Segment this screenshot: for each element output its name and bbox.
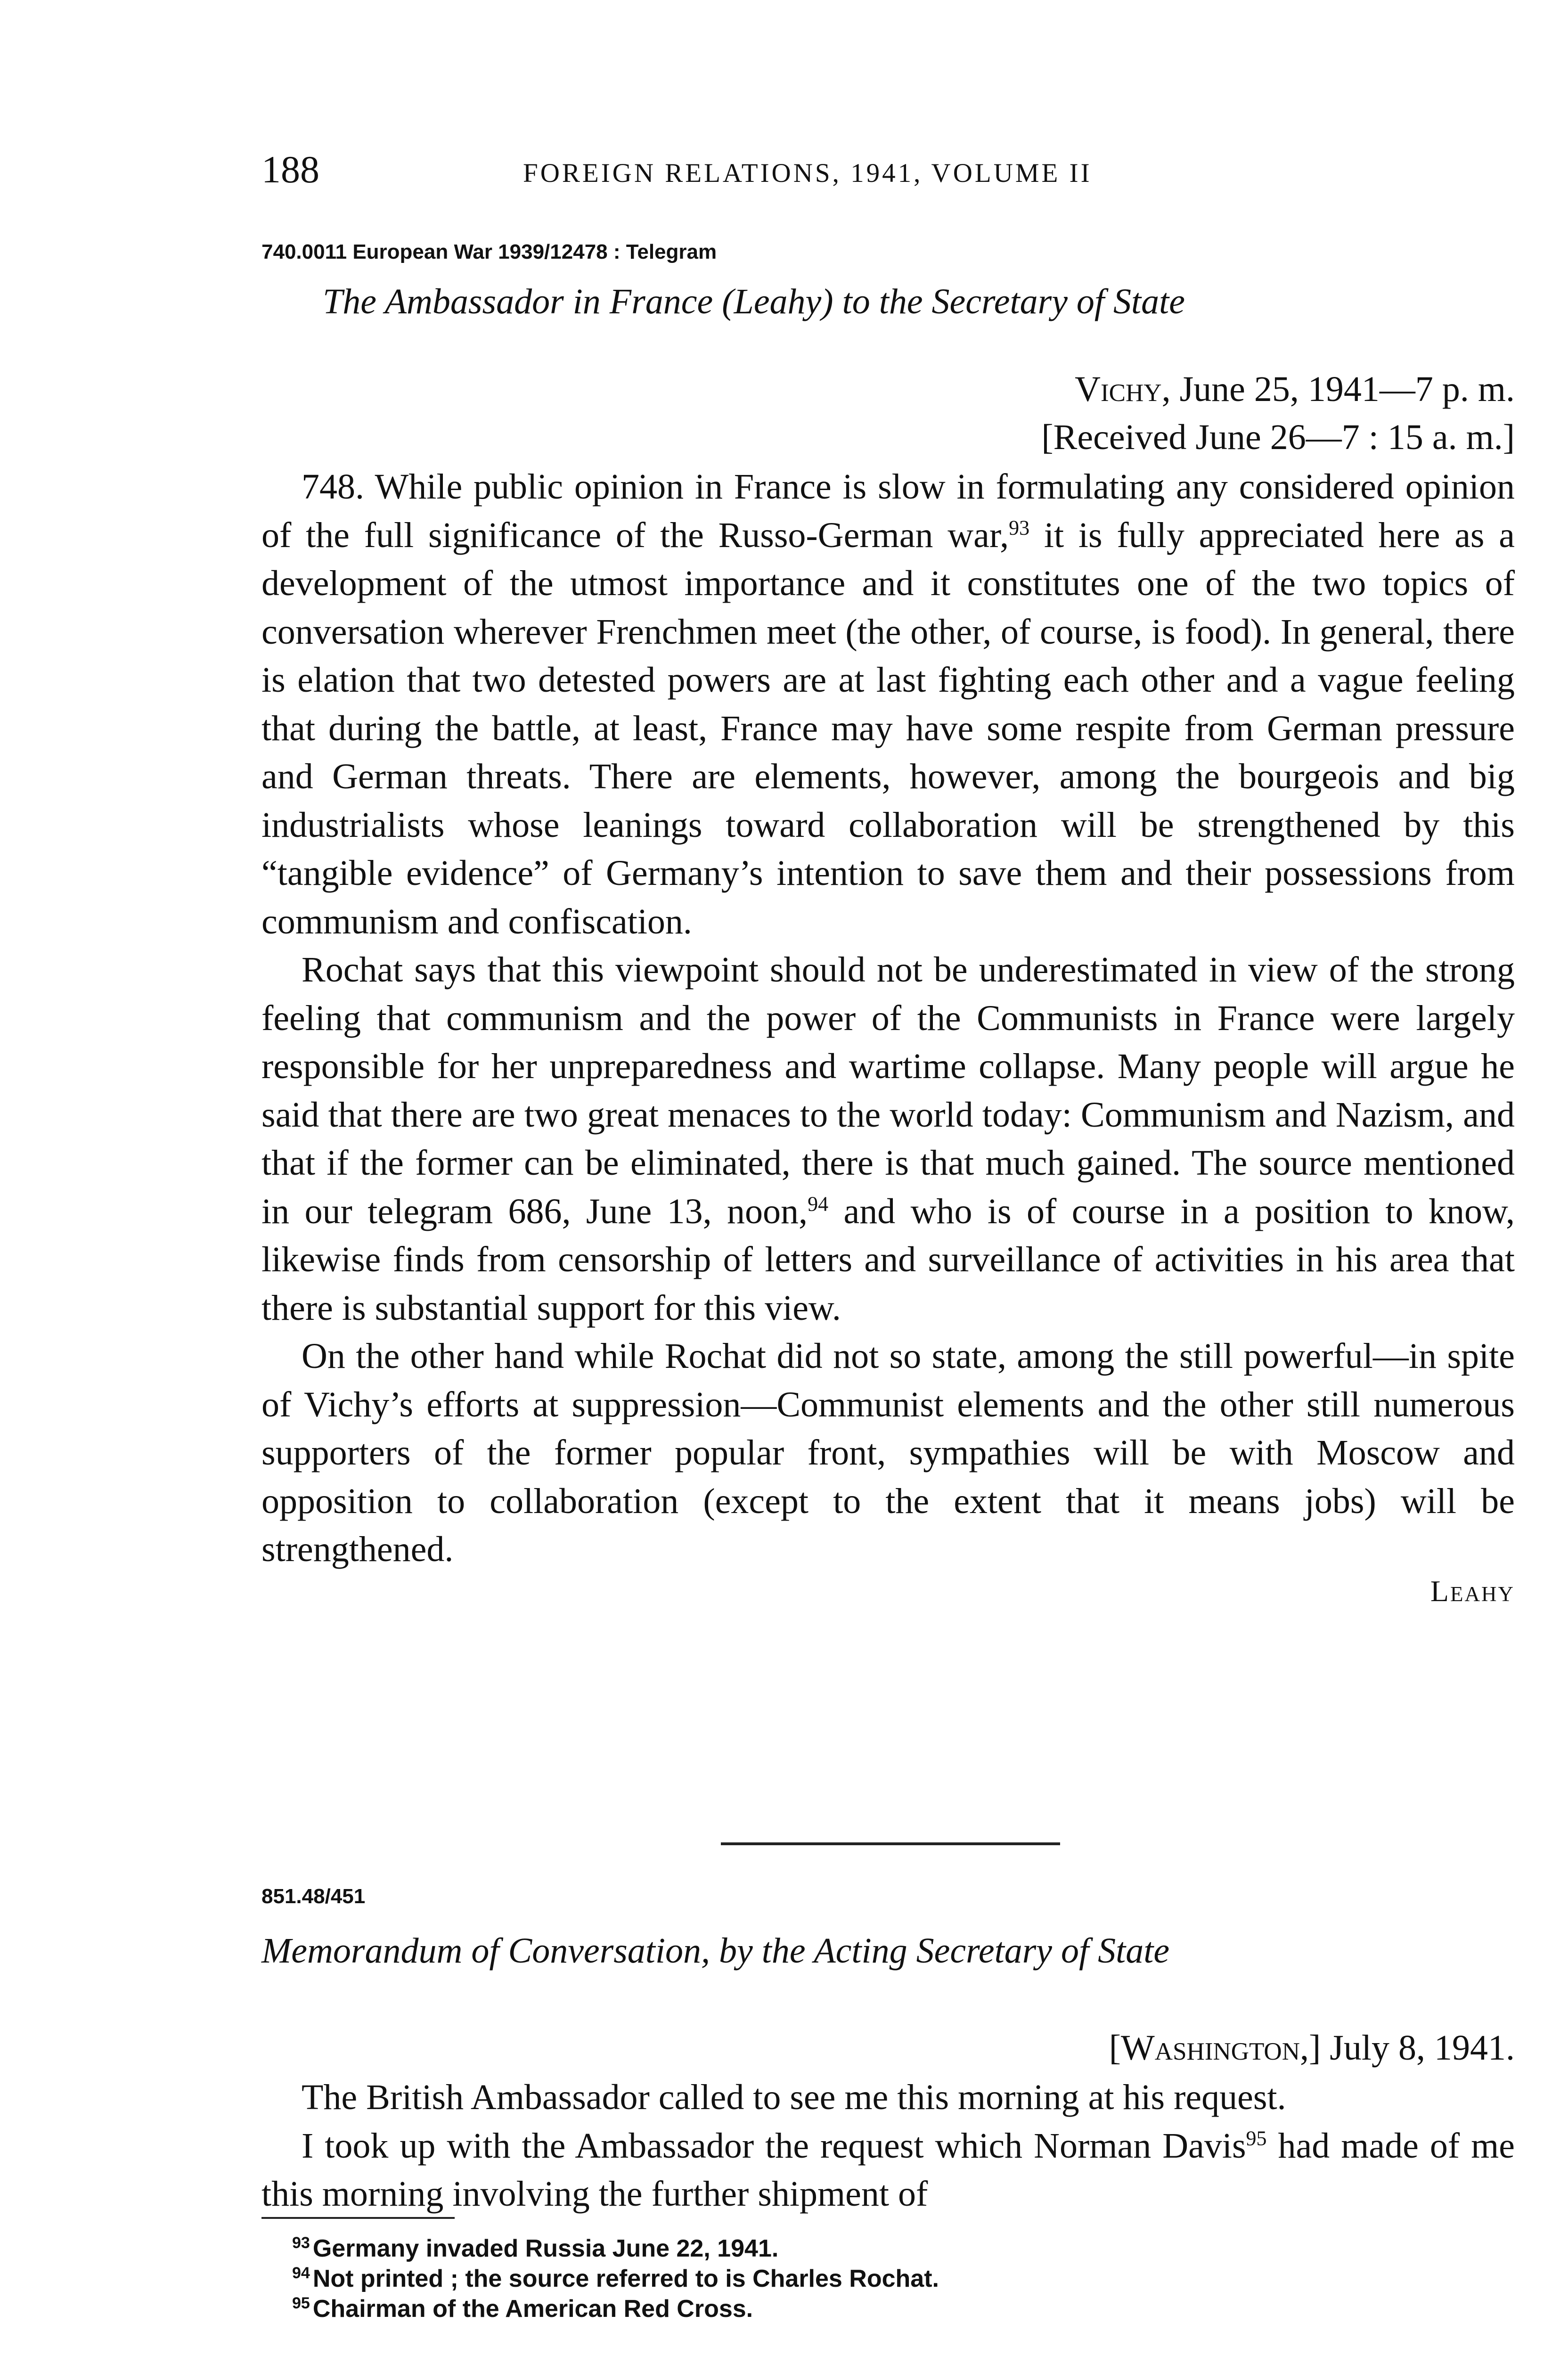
footnote-ref-93: 93 bbox=[1009, 516, 1030, 540]
doc2-p2-text-b: had made of me this morning involving the further shipment of bbox=[261, 2126, 1515, 2214]
doc1-p2-text-a: Rochat says that this viewpoint should not be underestimated in view of the strong feeling that communism and the power of the Communists in France were largely responsible for her unpreparedness and wartime collapse. Many people will argue he said that there are two great menaces to the world today: Communism and Nazism, and that if the former can be eliminated, there is that much gained. The source mentioned in our telegram 686, June 13, noon, bbox=[261, 950, 1515, 1231]
doc2-body bbox=[261, 2073, 1515, 2218]
doc1-title: The Ambassador in France (Leahy) to the Secretary of State bbox=[323, 282, 1185, 321]
footnote-95-marker: 95 bbox=[292, 2294, 310, 2312]
doc1-file-reference: 740.0011 European War 1939/12478 : Telegram bbox=[261, 240, 717, 263]
doc1-date: , June 25, 1941—7 p. m. bbox=[1161, 369, 1515, 409]
doc2-title: Memorandum of Conversation, by the Acting Secretary of State bbox=[261, 1931, 1170, 1971]
footnote-94 bbox=[292, 2264, 1517, 2294]
doc1-place: Vichy bbox=[1075, 369, 1162, 409]
doc1-received: [Received June 26—7 : 15 a. m.] bbox=[1041, 417, 1515, 457]
footnote-93-text: Germany invaded Russia June 22, 1941. bbox=[312, 2235, 779, 2262]
footnote-95 bbox=[292, 2294, 1517, 2324]
running-title: FOREIGN RELATIONS, 1941, VOLUME II bbox=[523, 158, 1092, 188]
doc1-paragraph-3: On the other hand while Rochat did not so state, among the still powerful—in spite of Vichy’s efforts at suppression—Communist elements and the other still numerous supporters of the former popular front, sympathies will be with Moscow and opposition to collaboration (except to the extent that it means jobs) will be strengthened. bbox=[261, 1336, 1515, 1569]
footnote-ref-95: 95 bbox=[1246, 2127, 1267, 2150]
doc1-body bbox=[261, 463, 1515, 1609]
footnote-ref-94: 94 bbox=[808, 1192, 829, 1216]
doc2-paragraph-2 bbox=[261, 2122, 1515, 2218]
doc1-dateline bbox=[261, 365, 1515, 413]
footnote-94-marker: 94 bbox=[292, 2264, 310, 2282]
doc2-paragraph-1: The British Ambassador called to see me this morning at his request. bbox=[302, 2078, 1286, 2117]
doc1-p1-text-b: it is fully appreciated here as a development of the utmost importance and it constitutes one of the two topics of conversation wherever Frenchmen meet (the other, of course, is food). In general, there is elation that two detested powers are at last fighting each other and a vague feeling that during the battle, at least, France may have some respite from German pressure and German threats. There are elements, however, among the bourgeois and big industrialists whose leanings toward collaboration will be strengthened by this “tangible evidence” of Germany’s intention to save them and their possessions from communism and confiscation. bbox=[261, 515, 1515, 941]
page-number: 188 bbox=[261, 148, 319, 191]
doc1-p1-text-a: 748. While public opinion in France is slow in formulating any considered opinion of the full significance of the Russo-German war, bbox=[261, 467, 1515, 555]
doc2-place: [Washington,] bbox=[1109, 2028, 1321, 2068]
doc2-file-reference: 851.48/451 bbox=[261, 1885, 366, 1908]
footnote-rule bbox=[261, 2217, 455, 2219]
footnote-95-text: Chairman of the American Red Cross. bbox=[312, 2295, 753, 2323]
running-head bbox=[261, 146, 1515, 193]
footnote-93 bbox=[292, 2233, 1517, 2264]
doc1-paragraph-1 bbox=[261, 463, 1515, 946]
footnote-94-text: Not printed ; the source referred to is Charles Rochat. bbox=[312, 2265, 939, 2292]
footnote-93-marker: 93 bbox=[292, 2233, 310, 2252]
section-divider bbox=[721, 1842, 1060, 1845]
doc1-signature: Leahy bbox=[1430, 1574, 1515, 1608]
doc1-p2-text-b: and who is of course in a position to know, likewise finds from censorship of letters and surveillance of activities in his area that there is substantial support for this view. bbox=[261, 1191, 1515, 1328]
doc2-dateline bbox=[261, 2024, 1515, 2072]
doc1-paragraph-2 bbox=[261, 946, 1515, 1332]
doc2-date: July 8, 1941. bbox=[1321, 2028, 1515, 2068]
doc2-p2-text-a: I took up with the Ambassador the request which Norman Davis bbox=[302, 2126, 1246, 2166]
